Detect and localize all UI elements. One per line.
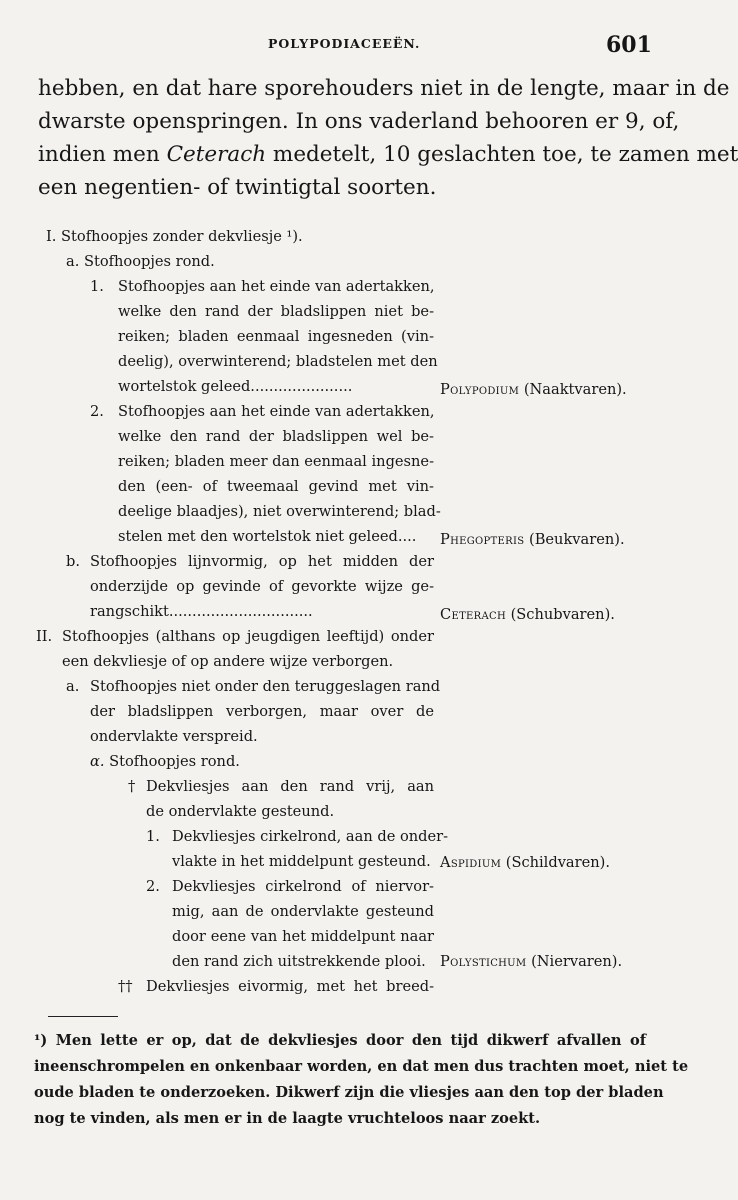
- double-dagger-mark: ††: [118, 978, 133, 995]
- genus-entry-phegopteris: [440, 528, 625, 552]
- key-II-line-2: een dekvliesje of op andere wijze verborgen.: [62, 653, 394, 670]
- key-number-Ia2: 2.: [90, 403, 104, 420]
- key-number: α.: [90, 753, 105, 770]
- key-d2-line-1: Dekvliesjes cirkelrond of niervor-: [172, 878, 434, 895]
- key-Ia2-line-2: welke den rand der bladslippen wel be-: [118, 428, 434, 445]
- key-Ia2-line-5: deelige blaadjes), niet overwinterend; blad-: [118, 503, 441, 520]
- genus-name: Aspidium: [440, 854, 502, 871]
- genus-name: Polystichum: [440, 953, 527, 970]
- key-number-d1: 1.: [146, 828, 160, 845]
- footnote-line-3: oude bladen te onderzoeken. Dikwerf zijn die vliesjes aan den top der bladen: [34, 1084, 664, 1101]
- key-Ia: [66, 250, 215, 274]
- intro-line-3: [38, 138, 738, 171]
- genus-entry-polystichum: [440, 950, 622, 974]
- key-d2-line-3: door eene van het middelpunt naar: [172, 928, 434, 945]
- common-name: (Naaktvaren).: [523, 381, 627, 398]
- key-Ia1-line-1: Stofhoopjes aan het einde van adertakken,: [118, 278, 435, 295]
- key-d2-line-4: den rand zich uitstrekkende plooi.: [172, 953, 426, 970]
- genus-name: Phegopteris: [440, 531, 525, 548]
- key-Ia2-line-1: Stofhoopjes aan het einde van adertakken,: [118, 403, 435, 420]
- key-dagger1-line-1: Dekvliesjes aan den rand vrij, aan: [146, 778, 434, 795]
- intro-line-3-text: indien men Ceterach medetelt, 10 geslachten toe, te zamen met: [38, 142, 738, 167]
- key-IIa-line-3: ondervlakte verspreid.: [90, 728, 258, 745]
- intro-line-1: hebben, en dat hare sporehouders niet in de lengte, maar in de: [38, 76, 730, 101]
- key-I: [46, 225, 303, 249]
- key-Ib-line-2: onderzijde op gevinde of gevorkte wijze ge-: [90, 578, 434, 595]
- key-text: Stofhoopjes rond.: [109, 753, 240, 770]
- key-number-IIa: a.: [66, 678, 80, 695]
- key-dagger1-line-2: de ondervlakte gesteund.: [146, 803, 335, 820]
- key-dagger2-line-1: Dekvliesjes eivormig, met het breed-: [146, 978, 434, 995]
- genus-name: Ceterach: [440, 606, 506, 623]
- key-Ia1-line-4: deelig), overwinterend; bladstelen met den: [118, 353, 438, 370]
- key-Ia2-line-4: den (een- of tweemaal gevind met vin-: [118, 478, 434, 495]
- dagger-mark: †: [128, 778, 136, 795]
- intro-line-2: dwarste openspringen. In ons vaderland behooren er 9, of,: [38, 109, 680, 134]
- genus-name: Polypodium: [440, 381, 520, 398]
- common-name: (Beukvaren).: [529, 531, 625, 548]
- genus-entry-polypodium: [440, 378, 627, 402]
- key-d1-line-2: vlakte in het middelpunt gesteund.: [172, 853, 431, 870]
- intro-genus-italic: Ceterach: [166, 142, 267, 167]
- key-number: a.: [66, 253, 80, 270]
- key-alpha: [90, 750, 240, 774]
- key-Ia1-line-5: wortelstok geleed......................: [118, 378, 353, 395]
- key-Ia2-line-3: reiken; bladen meer dan eenmaal ingesne-: [118, 453, 434, 470]
- key-number-II: II.: [36, 628, 53, 645]
- footnote-line-2: ineenschrompelen en onkenbaar worden, en dat men dus trachten moet, niet te: [34, 1058, 689, 1075]
- key-IIa-line-2: der bladslippen verborgen, maar over de: [90, 703, 434, 720]
- key-Ia1-line-3: reiken; bladen eenmaal ingesneden (vin-: [118, 328, 434, 345]
- key-Ib-line-1: Stofhoopjes lijnvormig, op het midden der: [90, 553, 434, 570]
- key-number-Ib: b.: [66, 553, 80, 570]
- intro-line-4: een negentien- of twintigtal soorten.: [38, 175, 437, 200]
- key-number-d2: 2.: [146, 878, 160, 895]
- key-number: I.: [46, 228, 57, 245]
- footnote-line-1: ¹) Men lette er op, dat de dekvliesjes door den tijd dikwerf afvallen of: [34, 1032, 646, 1049]
- key-d1-line-1: Dekvliesjes cirkelrond, aan de onder-: [172, 828, 449, 845]
- running-header: POLYPODIACEEËN.: [268, 36, 421, 51]
- footnote-divider: [48, 1016, 118, 1017]
- footnote-line-4: nog te vinden, als men er in de laagte vruchteloos naar zoekt.: [34, 1110, 541, 1127]
- common-name: (Niervaren).: [531, 953, 623, 970]
- key-IIa-line-1: Stofhoopjes niet onder den teruggeslagen rand: [90, 678, 441, 695]
- key-text: Stofhoopjes rond.: [83, 253, 215, 270]
- genus-entry-ceterach: [440, 603, 615, 627]
- page-number: 601: [606, 32, 652, 58]
- key-II-line-1: Stofhoopjes (althans op jeugdigen leeftijd) onder: [62, 628, 434, 645]
- key-Ia1-line-2: welke den rand der bladslippen niet be-: [118, 303, 434, 320]
- common-name: (Schubvaren).: [510, 606, 615, 623]
- key-Ia2-line-6: stelen met den wortelstok niet geleed....: [118, 528, 417, 545]
- common-name: (Schildvaren).: [505, 854, 610, 871]
- genus-entry-aspidium: [440, 851, 610, 875]
- key-text: Stofhoopjes zonder dekvliesje ¹).: [61, 228, 303, 245]
- key-Ib-line-3: rangschikt...............................: [90, 603, 313, 620]
- key-d2-line-2: mig, aan de ondervlakte gesteund: [172, 903, 434, 920]
- key-number-Ia1: 1.: [90, 278, 104, 295]
